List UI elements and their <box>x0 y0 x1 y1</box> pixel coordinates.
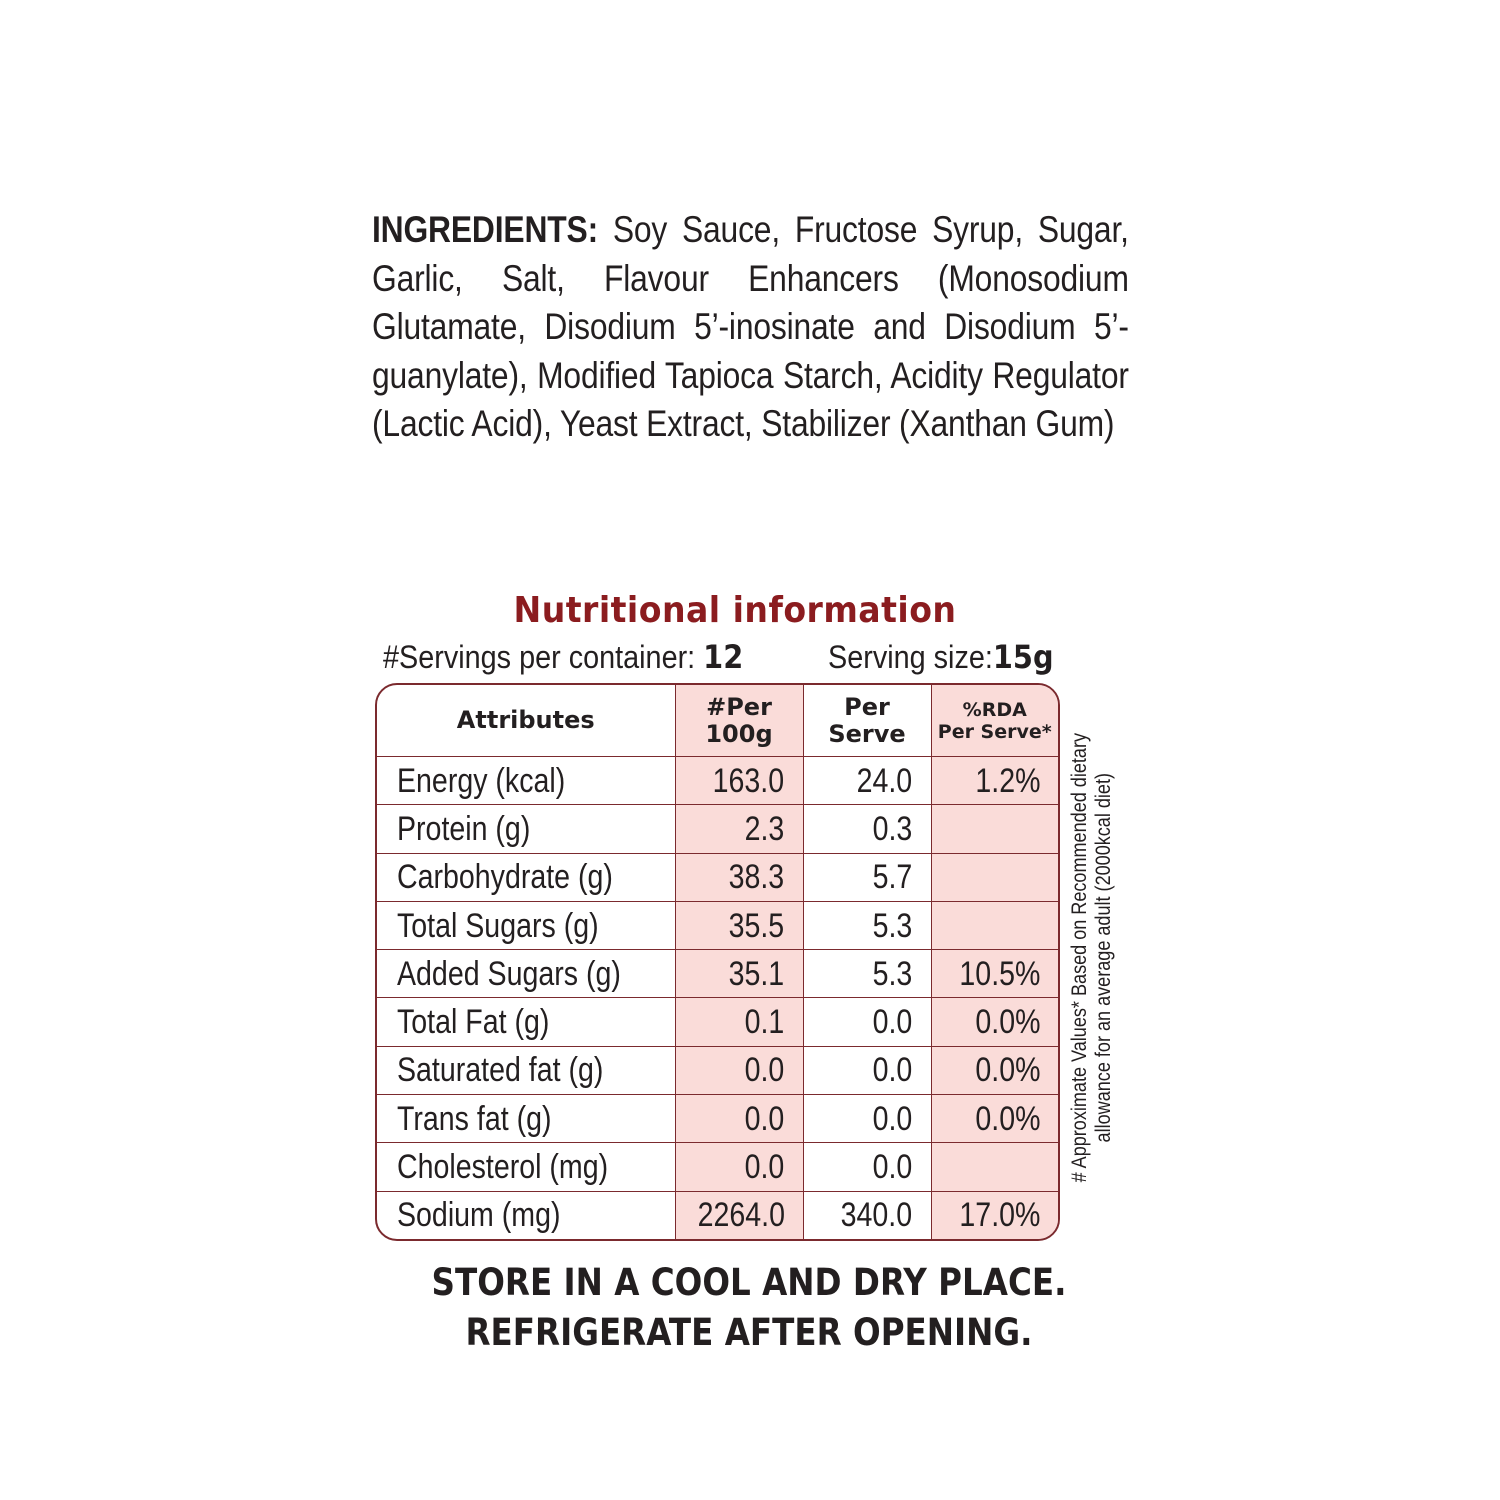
cell-nutrient-name <box>377 805 675 853</box>
cell-rda <box>931 853 1058 901</box>
cell-per-serve <box>803 998 931 1046</box>
cell-nutrient-name-text: Carbohydrate (g) <box>397 858 613 897</box>
table-row <box>377 805 1058 853</box>
cell-per-100g <box>675 1095 803 1143</box>
cell-nutrient-name <box>377 950 675 998</box>
table-header-row <box>377 685 1058 757</box>
header-per-serve-line2: Serve <box>828 719 906 748</box>
cell-nutrient-name-text: Trans fat (g) <box>397 1099 552 1138</box>
cell-per-serve <box>803 757 931 805</box>
servings-value: 12 <box>703 638 744 676</box>
cell-nutrient-name <box>377 1191 675 1239</box>
cell-rda-text: 0.0% <box>974 1003 1040 1042</box>
cell-nutrient-name-text: Protein (g) <box>397 809 531 848</box>
serving-size <box>828 638 1054 676</box>
cell-per-100g <box>675 805 803 853</box>
serving-size-label: Serving size: <box>828 639 993 675</box>
cell-nutrient-name-text: Sodium (mg) <box>397 1196 561 1235</box>
cell-rda <box>931 1143 1058 1191</box>
header-rda <box>931 685 1058 757</box>
ingredients-label: INGREDIENTS: <box>372 209 598 250</box>
footnote-line2: allowance for an average adult (2000kcal diet) <box>1092 772 1115 1143</box>
cell-per-serve <box>803 901 931 949</box>
cell-per-100g-text: 0.0 <box>744 1051 785 1090</box>
cell-rda-text: 0.0% <box>974 1099 1040 1138</box>
cell-nutrient-name <box>377 901 675 949</box>
nutrition-title: Nutritional information <box>513 590 957 631</box>
ingredients-text <box>372 206 1129 449</box>
header-per-100g-line2: 100g <box>705 719 773 748</box>
header-per-100g-line1: #Per <box>706 692 772 721</box>
storage-line1: STORE IN A COOL AND DRY PLACE. <box>431 1261 1067 1304</box>
cell-per-100g <box>675 853 803 901</box>
cell-rda-text: 1.2% <box>974 761 1040 800</box>
cell-per-serve <box>803 805 931 853</box>
cell-rda <box>931 901 1058 949</box>
cell-per-serve <box>803 853 931 901</box>
cell-per-100g <box>675 1191 803 1239</box>
storage-instructions <box>420 1258 1078 1358</box>
cell-nutrient-name <box>377 757 675 805</box>
table-row <box>377 901 1058 949</box>
table-row <box>377 998 1058 1046</box>
table-row <box>377 1191 1058 1239</box>
cell-per-100g-text: 2264.0 <box>697 1196 785 1235</box>
cell-rda-text: 17.0% <box>959 1196 1040 1235</box>
footnote <box>1068 685 1116 1230</box>
cell-nutrient-name-text: Cholesterol (mg) <box>397 1148 609 1187</box>
cell-nutrient-name-text: Added Sugars (g) <box>397 954 621 993</box>
cell-per-serve <box>803 1191 931 1239</box>
cell-per-100g-text: 35.1 <box>728 954 785 993</box>
header-per-serve <box>803 685 931 757</box>
cell-nutrient-name-text: Total Sugars (g) <box>397 906 599 945</box>
cell-per-100g <box>675 1046 803 1094</box>
cell-per-100g <box>675 1143 803 1191</box>
serving-size-value: 15g <box>992 638 1054 676</box>
cell-nutrient-name-text: Total Fat (g) <box>397 1003 550 1042</box>
servings-per-container <box>383 638 743 676</box>
cell-per-serve <box>803 1046 931 1094</box>
cell-per-serve-text: 0.3 <box>872 809 913 848</box>
cell-per-serve-text: 5.3 <box>872 906 913 945</box>
cell-per-serve-text: 0.0 <box>872 1148 913 1187</box>
footnote-line1: # Approximate Values* Based on Recommended dietary <box>1068 732 1091 1183</box>
servings-label: #Servings per container: <box>383 639 696 675</box>
cell-per-serve <box>803 1143 931 1191</box>
cell-per-100g-text: 0.1 <box>744 1003 785 1042</box>
cell-per-serve <box>803 950 931 998</box>
cell-rda-text: 10.5% <box>959 954 1040 993</box>
table-row <box>377 853 1058 901</box>
cell-per-serve-text: 5.7 <box>872 858 913 897</box>
cell-rda <box>931 1046 1058 1094</box>
table-row <box>377 1143 1058 1191</box>
cell-per-serve-text: 340.0 <box>841 1196 913 1235</box>
cell-rda <box>931 805 1058 853</box>
cell-rda <box>931 950 1058 998</box>
cell-nutrient-name-text: Energy (kcal) <box>397 761 566 800</box>
cell-per-serve-text: 24.0 <box>856 761 913 800</box>
cell-nutrient-name-text: Saturated fat (g) <box>397 1051 604 1090</box>
cell-per-serve <box>803 1095 931 1143</box>
cell-rda <box>931 1095 1058 1143</box>
cell-per-100g-text: 163.0 <box>713 761 785 800</box>
cell-nutrient-name <box>377 1143 675 1191</box>
cell-per-100g <box>675 998 803 1046</box>
cell-nutrient-name <box>377 853 675 901</box>
cell-per-100g-text: 0.0 <box>744 1148 785 1187</box>
cell-nutrient-name <box>377 1046 675 1094</box>
cell-rda-text: 0.0% <box>974 1051 1040 1090</box>
cell-per-100g-text: 38.3 <box>728 858 785 897</box>
nutrition-table <box>375 683 1060 1241</box>
table-row <box>377 757 1058 805</box>
header-per-serve-line1: Per <box>844 692 890 721</box>
header-attributes: Attributes <box>377 685 675 757</box>
ingredients-list: Soy Sauce, Fructose Syrup, Sugar, Garlic, Salt, Flavour Enhancers (Monosodium Glutamate, Disodium 5’-inosinate and Disodium 5’- guanylate), Modified Tapioca Starch, Acidity Regulator (Lactic Acid), Yeast Extract, Stabilizer (Xanthan Gum) <box>372 209 1129 444</box>
cell-per-100g-text: 35.5 <box>728 906 785 945</box>
header-rda-line2: Per Serve* <box>937 720 1052 743</box>
cell-nutrient-name <box>377 998 675 1046</box>
table-row <box>377 950 1058 998</box>
cell-per-100g <box>675 950 803 998</box>
table-row <box>377 1095 1058 1143</box>
cell-per-serve-text: 5.3 <box>872 954 913 993</box>
cell-rda <box>931 757 1058 805</box>
cell-per-serve-text: 0.0 <box>872 1099 913 1138</box>
header-rda-line1: %RDA <box>962 698 1027 721</box>
cell-per-100g-text: 2.3 <box>744 809 785 848</box>
table-row <box>377 1046 1058 1094</box>
storage-line2: REFRIGERATE AFTER OPENING. <box>465 1311 1033 1354</box>
cell-per-100g <box>675 757 803 805</box>
cell-rda <box>931 998 1058 1046</box>
header-per-100g <box>675 685 803 757</box>
cell-per-100g <box>675 901 803 949</box>
cell-per-serve-text: 0.0 <box>872 1003 913 1042</box>
cell-nutrient-name <box>377 1095 675 1143</box>
cell-per-100g-text: 0.0 <box>744 1099 785 1138</box>
cell-rda <box>931 1191 1058 1239</box>
cell-per-serve-text: 0.0 <box>872 1051 913 1090</box>
